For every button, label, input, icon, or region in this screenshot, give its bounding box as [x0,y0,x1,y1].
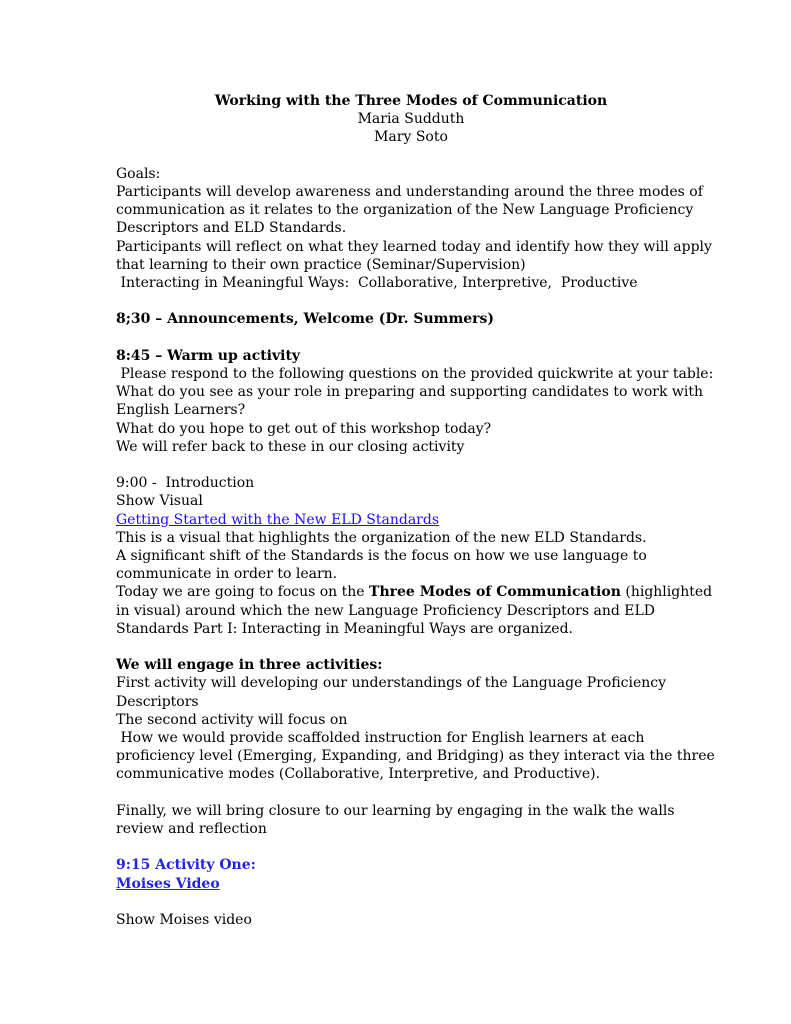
goals-line: Participants will develop awareness and understanding around the three modes of [116,184,703,200]
activities-line: communicative modes (Collaborative, Interpretive, and Productive). [116,766,601,783]
spacer [116,456,706,474]
section-heading-845: 8:45 – Warm up activity [116,347,301,364]
author-name: Mary Soto [374,129,448,146]
document-title: Working with the Three Modes of Communication [214,93,608,109]
spacer [116,329,706,347]
closing-line: review and reflection [116,821,267,838]
today-text-end: (highlighted [620,584,713,601]
goals-line: that learning to their own practice (Seminar/Supervision) [116,256,526,273]
activities-line: Descriptors [116,693,199,710]
warmup-line: English Learners? [116,402,246,419]
document-page [116,92,715,929]
spacer [116,292,706,310]
activities-heading: We will engage in three activities: [116,657,383,674]
show-visual-text: Show Visual [116,493,203,510]
activities-line: How we would provide scaffolded instruction for English learners at each [116,730,645,747]
activities-line: proficiency level (Emerging, Expanding, and Bridging) as they interact via the three [116,748,715,765]
moises-video-link[interactable]: Moises Video [116,875,220,892]
goals-line: communication as it relates to the organization of the New Language Proficiency [116,202,694,219]
section-heading-900: 9:00 - Introduction [116,475,255,492]
goals-line: Descriptors and ELD Standards. [116,220,347,237]
three-modes-emphasis: Three Modes of Communication [369,584,621,601]
warmup-line: What do you hope to get out of this workshop today? [116,420,492,437]
warmup-line: What do you see as your role in preparing and supporting candidates to work with [116,384,703,401]
intro-line: This is a visual that highlights the organization of the new ELD Standards. [116,529,647,546]
closing-line: Finally, we will bring closure to our learning by engaging in the walk the walls [116,802,675,819]
show-moises-text: Show Moises video [116,912,252,929]
spacer [116,147,706,165]
section-heading-915: 9:15 Activity One: [116,857,256,874]
goals-line: Interacting in Meaningful Ways: Collaborative, Interpretive, Productive [116,275,638,292]
today-text: Today we are going to focus on the [116,584,370,601]
intro-line: communicate in order to learn. [116,566,338,583]
goals-label: Goals: [116,165,161,182]
spacer [116,893,706,911]
spacer [116,784,706,802]
spacer [116,638,706,656]
intro-line [116,583,713,601]
author-name: Maria Sudduth [357,111,465,128]
activities-line: First activity will developing our understandings of the Language Proficiency [116,675,667,692]
spacer [116,838,706,856]
warmup-line: We will refer back to these in our closing activity [116,438,465,455]
warmup-line: Please respond to the following questions on the provided quickwrite at your table: [116,366,714,382]
section-heading-830: 8;30 – Announcements, Welcome (Dr. Summers) [116,311,495,328]
intro-line: Standards Part I: Interacting in Meaningful Ways are organized. [116,620,573,637]
intro-line: A significant shift of the Standards is the focus on how we use language to [116,548,647,565]
goals-line: Participants will reflect on what they learned today and identify how they will apply [116,238,712,255]
activities-line: The second activity will focus on [116,711,348,728]
eld-standards-link[interactable]: Getting Started with the New ELD Standards [116,511,440,528]
intro-line: in visual) around which the new Language Proficiency Descriptors and ELD [116,602,656,619]
